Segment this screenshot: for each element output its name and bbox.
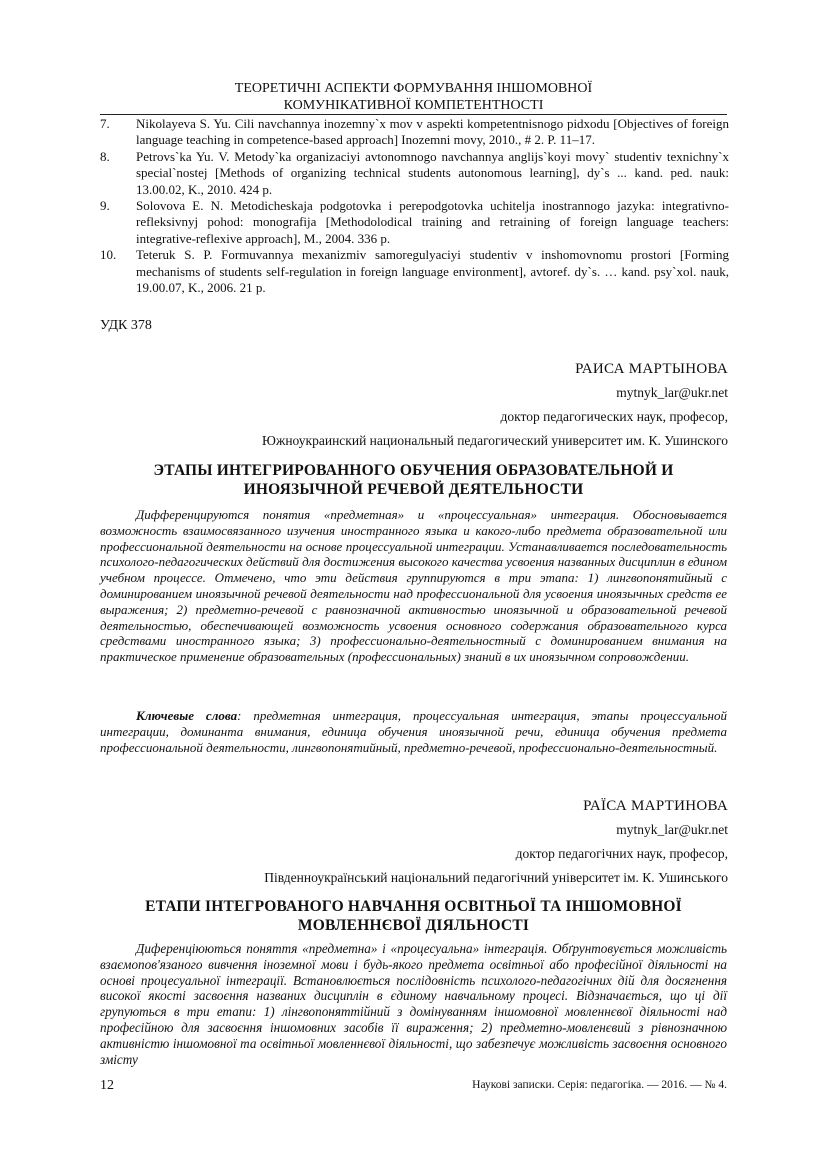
reference-number: 7.: [100, 116, 110, 131]
keywords-text: : предметная интеграция, процессуальная интеграция, этапы процессуальной интеграции, доминанта внимания, единица обучения иноязычной речи, единица обучения предмета профессиональной деятельности, лингвопонятийный, предметно-речевой, профессионально-деятельностный.: [100, 708, 727, 755]
running-head-line-2: КОМУНІКАТИВНОЇ КОМПЕТЕНТНОСТІ: [283, 98, 544, 113]
reference-item: [100, 116, 729, 149]
reference-item: [100, 149, 729, 198]
keywords-label: Ключевые слова: [136, 708, 238, 723]
ua-abstract: Диференціюються поняття «предметна» і «процесуальна» інтеграція. Обґрунтовується можливість взаємопов'язаного вивчення іноземної мови і будь-якого предмета освітньої або професійної діяльності на основі процесуальної інтеграції. Встановлюється послідовність психолого-педагогічних дій для досягнення високої якості засвоєння названих дисциплін в єдиному навчальному процесі. Відзначається, що ці дії групуються в три етапи: 1) лінгвопоняттійний з домінуванням іншомовної мовленнєвої діяльності над професійною для засвоєння іншомовних засобів її вираження; 2) предметно-мовленєвий з рівнозначною активністю іншомовної та освітньої мовленнєвої діяльності, що забезпечує можливість засвоєння основного змісту: [100, 941, 727, 1067]
reference-number: 10.: [100, 247, 117, 263]
ru-title-line-1: ЭТАПЫ ИНТЕГРИРОВАННОГО ОБУЧЕНИЯ ОБРАЗОВАТЕЛЬНОЙ И: [153, 462, 674, 479]
reference-number: 9.: [100, 198, 110, 214]
reference-item: [100, 247, 729, 296]
ua-author-block: [100, 794, 728, 890]
ru-author-block: [100, 357, 728, 453]
ru-author-degree: доктор педагогических наук, професор,: [500, 409, 728, 424]
ua-author-degree: доктор педагогічних наук, професор,: [515, 846, 728, 861]
ua-author-email: mytnyk_lar@ukr.net: [616, 822, 728, 837]
ru-abstract: Дифференцируются понятия «предметная» и «процессуальная» интеграция. Обосновывается возможность взаимосвязанного изучения иностранного языка и какого-либо предмета образовательной или профессиональной деятельности на основе процессуальной интеграции. Устанавливается последовательность психолого-педагогических действий для достижения высокого качества усвоения названных дисциплин в едином учебном процессе. Отмечено, что эти действия группируются в три этапа: 1) лингвопонятийный с доминированием иноязычной речевой деятельности над профессиональной для усвоения иноязычных средств ее выражения; 2) предметно-речевой с равнозначной активностью иноязычной и образовательной речевой деятельностью, обеспечивающей возможность усвоения основного содержания образовательного курса средствами иностранного языка; 3) профессионально-деятельностный с доминированием внимания на практическое применение образовательных (профессиональных) знаний в их иноязычном сопровождении.: [100, 507, 727, 665]
journal-citation: Наукові записки. Серія: педагогіка. — 2016. — № 4.: [472, 1079, 727, 1091]
reference-list: [100, 116, 729, 296]
ua-article-title: [100, 897, 727, 935]
reference-text: Teteruk S. P. Formuvannya mexanizmiv samoregulyaciyi studentiv v inshomovnomu prostori [Forming mechanisms of students self-regulation in foreign language environment], avtoref. dy`s. … kand. psy`xol. nauk, 19.00.07, K., 2006. 21 p.: [136, 247, 729, 296]
header-rule: [100, 114, 727, 115]
reference-text: Solovova E. N. Metodicheskaja podgotovka i perepodgotovka uchitelja inostrannogo jazyka: integrativno-refleksivnyj pohod: monografija [Methodolodical training and retraining of foreign language teachers: integrative-reflexive approach], M., 2004. 336 p.: [136, 198, 729, 246]
ru-keywords: [100, 708, 727, 755]
ua-title-line-2: МОВЛЕННЄВОЇ ДІЯЛЬНОСТІ: [297, 917, 530, 934]
ua-author-affiliation: Південноукраїнський національний педагогічний університет ім. К. Ушинського: [264, 870, 728, 885]
ru-article-title: [100, 461, 727, 499]
ru-author-name: РАИСА МАРТЫНОВА: [575, 361, 728, 377]
ru-author-email: mytnyk_lar@ukr.net: [616, 385, 728, 400]
running-head: [100, 80, 727, 114]
ua-title-line-1: ЕТАПИ ІНТЕГРОВАНОГО НАВЧАННЯ ОСВІТНЬОЇ ТА ІНШОМОВНОЇ: [145, 898, 682, 915]
udk-code: УДК 378: [100, 318, 152, 333]
reference-text: Petrovs`ka Yu. V. Metody`ka organizaciyi avtonomnogo navchannya anglijs`koyi movy` studentiv texnichny`x special`nostej [Methods of organizing technical students autonomous learning], dy`s ... kand. ped. nauk: 13.00.02, K., 2010. 424 p.: [136, 148, 729, 197]
running-head-line-1: ТЕОРЕТИЧНІ АСПЕКТИ ФОРМУВАННЯ ІНШОМОВНОЇ: [234, 81, 593, 96]
reference-text: Nikolayeva S. Yu. Cili navchannya inozemny`x mov v aspekti kompetentnisnogo pidxodu [Objectives of foreign language teaching in competence-based approach] Inozemni movy, 2010., # 2. P. 11–17.: [136, 116, 729, 148]
page-number: 12: [100, 1078, 114, 1093]
reference-item: [100, 198, 729, 247]
ru-author-affiliation: Южноукраинский национальный педагогический университет им. К. Ушинского: [261, 433, 728, 448]
ru-title-line-2: ИНОЯЗЫЧНОЙ РЕЧЕВОЙ ДЕЯТЕЛЬНОСТИ: [243, 481, 584, 498]
reference-number: 8.: [100, 148, 110, 164]
ua-author-name: РАЇСА МАРТИНОВА: [583, 798, 728, 814]
